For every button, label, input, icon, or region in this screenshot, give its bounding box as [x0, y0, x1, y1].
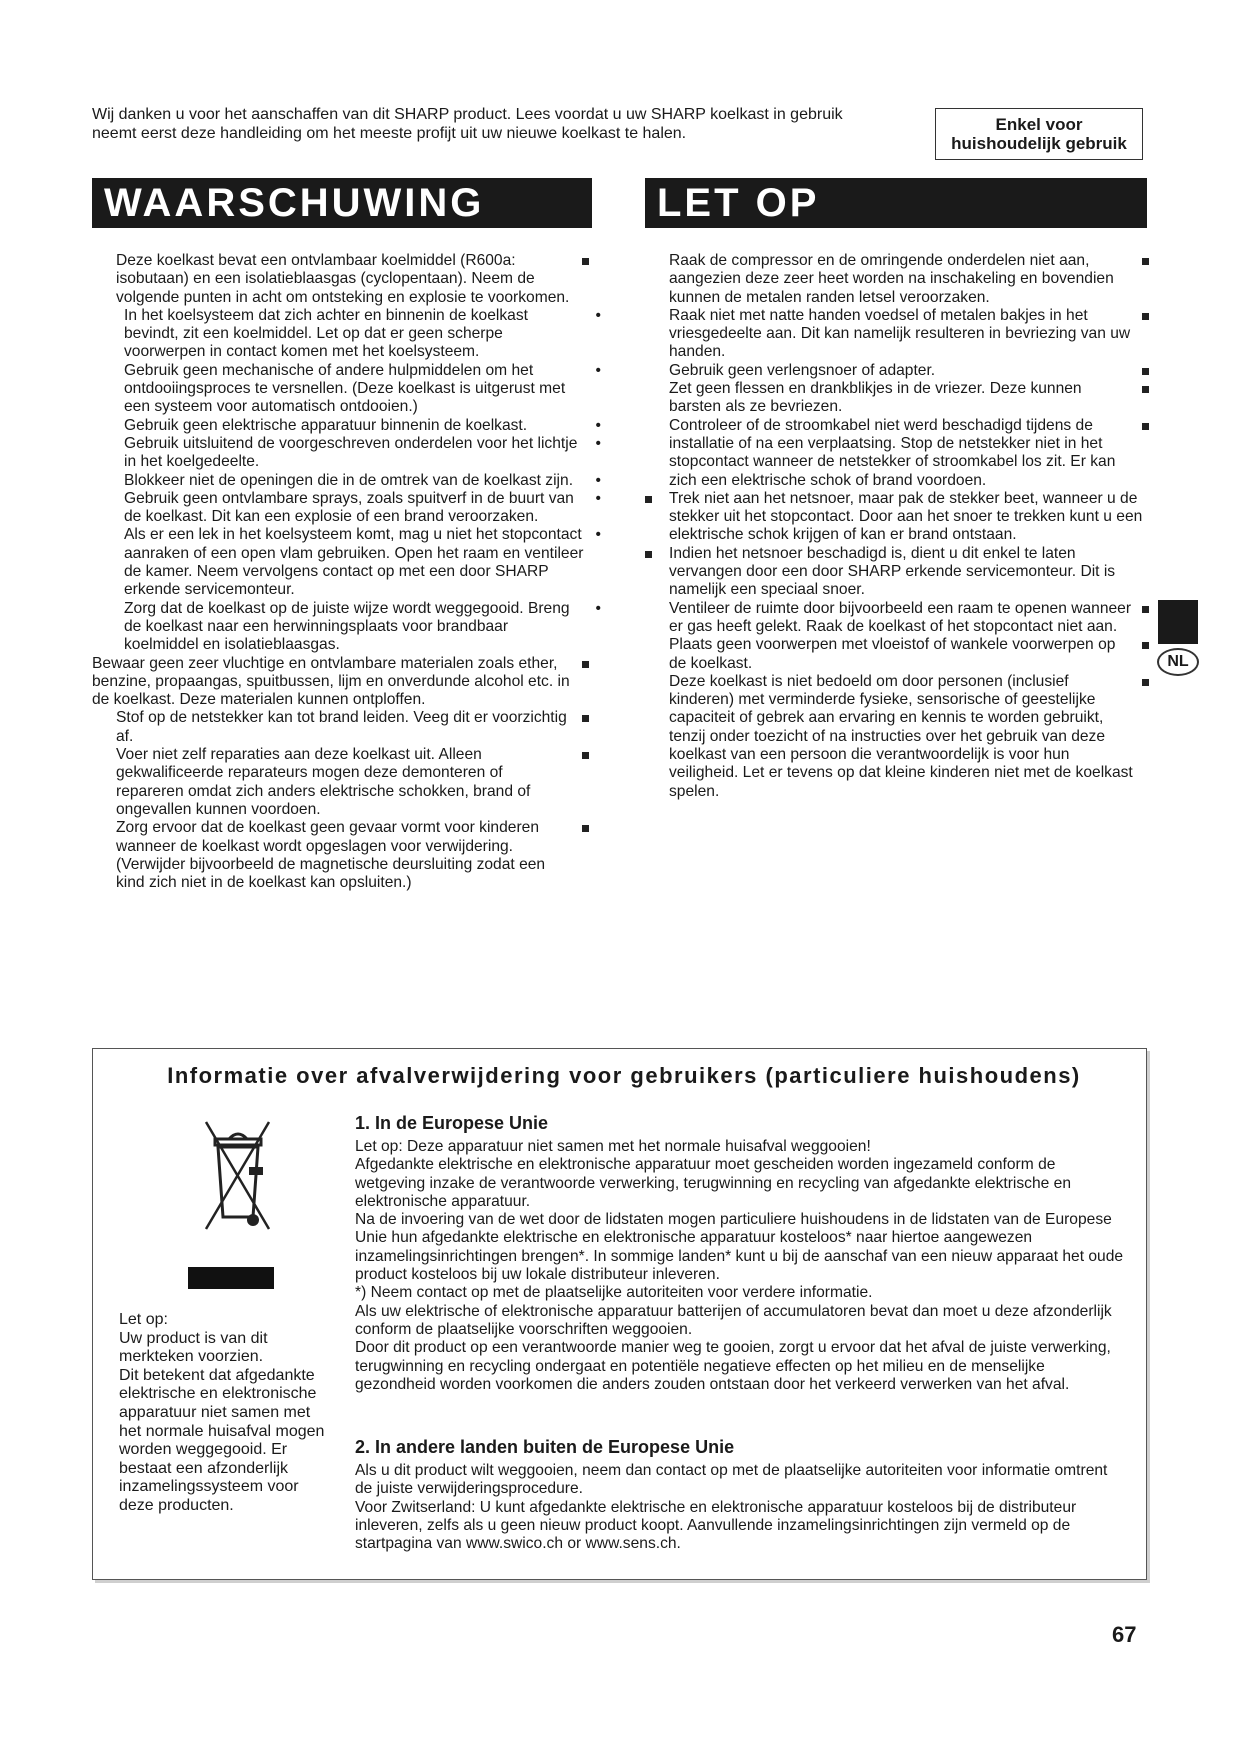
- caution-banner: LET OP: [645, 178, 1147, 228]
- warning-item: [68, 655, 607, 710]
- caution-item-text: Raak niet met natte handen voedsel of metalen bakjes in het vriesgedeelte aan. Dit kan namelijk resulteren in bevriezing van uw handen.: [669, 306, 1131, 361]
- caution-item: [645, 362, 1167, 380]
- caution-item: [645, 673, 1167, 801]
- warning-lead-item: [92, 252, 607, 307]
- caution-item: [645, 545, 1167, 600]
- warning-banner: WAARSCHUWING: [92, 178, 592, 228]
- warning-sub-item: [92, 600, 607, 655]
- caution-item-text: Plaats geen voorwerpen met vloeistof of wankele voorwerpen op de koelkast.: [669, 636, 1116, 672]
- dot-bullet-icon: •: [595, 361, 601, 379]
- warning-lead-text: Deze koelkast bevat een ontvlambaar koelmiddel (R600a: isobutaan) en een isolatieblaasgas (cyclopentaan). Neem de volgende punten in acht om ontsteking en explosie te voorkomen.: [116, 252, 570, 306]
- section-eu: [355, 1113, 1125, 1394]
- dot-bullet-icon: •: [595, 306, 601, 324]
- square-bullet-icon: [1142, 642, 1149, 649]
- caution-item-text: Controleer of de stroomkabel niet werd beschadigd tijdens de installatie of na een verplaatsing. Stop de netstekker niet in het stopcontact wanneer de netstekker of stroomkabel los zit. Er kan zich een elektrische schok of brand voordoen.: [669, 416, 1116, 489]
- square-bullet-icon: [645, 496, 652, 503]
- warning-sub-text: Als er een lek in het koelsysteem komt, mag u niet het stopcontact aanraken of een open vlam gebruiken. Open het raam en ventileer de kamer. Neem vervolgens contact op met een door SHARP erkende servicemonteur.: [124, 526, 584, 599]
- section-eu-title: 1. In de Europese Unie: [355, 1113, 549, 1133]
- warning-item-text: Stof op de netstekker kan tot brand leiden. Veeg dit er voorzichtig af.: [116, 709, 567, 745]
- warning-sub-item: [92, 490, 607, 527]
- dot-bullet-icon: •: [595, 526, 601, 544]
- square-bullet-icon: [1142, 313, 1149, 320]
- square-bullet-icon: [645, 551, 652, 558]
- solid-bar-marker: [188, 1267, 274, 1289]
- caution-item: [645, 417, 1167, 490]
- caution-item-text: Trek niet aan het netsnoer, maar pak de stekker beet, wanneer u de stekker uit het stopcontact. Door aan het snoer te trekken kunt u een elektrische schok krijgen of kan er brand ontstaan.: [669, 489, 1143, 544]
- warning-item: [92, 746, 607, 819]
- warning-item-text: Zorg ervoor dat de koelkast geen gevaar vormt voor kinderen wanneer de koelkast wordt opgeslagen voor verwijdering. (Verwijder bijvoorbeeld de magnetische deursluiting zodat een kind zich niet in de koelkast kan opsluiten.): [116, 819, 546, 892]
- usage-line-1: Enkel voor: [995, 115, 1083, 134]
- caution-item-text: Raak de compressor en de omringende onderdelen niet aan, aangezien deze zeer heet worden na inschakeling en bovendien kunnen de metalen randen letsel veroorzaken.: [669, 252, 1114, 306]
- intro-text: Wij danken u voor het aanschaffen van dit SHARP product. Lees voordat u uw SHARP koelkast in gebruik neemt eerst deze handleiding om het meeste profijt uit uw nieuwe koelkast te halen.: [92, 106, 843, 142]
- section-non-eu: [355, 1437, 1125, 1553]
- caution-column: [645, 252, 1167, 801]
- square-bullet-icon: [582, 661, 589, 668]
- warning-sub-item: [92, 362, 607, 417]
- dot-bullet-icon: •: [595, 434, 601, 452]
- square-bullet-icon: [1142, 258, 1149, 265]
- dot-bullet-icon: •: [595, 489, 601, 507]
- warning-item-text: Voer niet zelf reparaties aan deze koelkast uit. Alleen gekwalificeerde reparateurs mogen deze demonteren of repareren omdat zich anders elektrische schokken, brand of ongevallen kunnen voordoen.: [116, 746, 531, 818]
- usage-line-2: huishoudelijk gebruik: [951, 134, 1127, 153]
- square-bullet-icon: [582, 752, 589, 759]
- caution-item: [645, 380, 1167, 417]
- caution-item-text: Zet geen flessen en drankblikjes in de vriezer. Deze kunnen barsten als ze bevriezen.: [669, 380, 1082, 416]
- square-bullet-icon: [1142, 368, 1149, 375]
- warning-sub-text: Blokkeer niet de openingen die in de omtrek van de koelkast zijn.: [124, 471, 574, 489]
- dot-bullet-icon: •: [595, 599, 601, 617]
- square-bullet-icon: [1142, 423, 1149, 430]
- warning-sub-text: Gebruik geen elektrische apparatuur binnenin de koelkast.: [124, 416, 528, 434]
- disposal-info-title: Informatie over afvalverwijdering voor gebruikers (particuliere huishoudens): [167, 1063, 1081, 1088]
- household-use-box: [935, 108, 1143, 160]
- disposal-info-box: [92, 1048, 1147, 1580]
- caution-item: [645, 490, 1167, 545]
- warning-sub-text: Gebruik geen ontvlambare sprays, zoals spuitverf in de buurt van de koelkast. Dit kan een explosie of een brand veroorzaken.: [124, 489, 574, 526]
- caution-item: [645, 307, 1167, 362]
- square-bullet-icon: [582, 825, 589, 832]
- warning-sub-text: Gebruik uitsluitend de voorgeschreven onderdelen voor het lichtje in het koelgedeelte.: [124, 434, 578, 471]
- caution-item-text: Deze koelkast is niet bedoeld om door personen (inclusief kinderen) met verminderde fysieke, sensorische of geestelijke capaciteit of gebrek aan ervaring en kennis te worden gebruikt, tenzij onder toezicht of na instructies over het gebruik van deze koelkast van een persoon die verantwoordelijk is voor hun veiligheid. Let er tevens op dat kleine kinderen niet met de koelkast spelen.: [669, 672, 1133, 800]
- warning-item: [92, 709, 607, 746]
- section-non-eu-body: Als u dit product wilt weggooien, neem dan contact op met de plaatselijke autoriteiten voor informatie omtrent de juiste verwijderingsprocedure. Voor Zwitserland: U kunt afgedankte elektrische en elektronische apparatuur kosteloos bij de distributeur inleveren, zelfs als u geen nieuw product koopt. Aanvullende inzamelingsinrichtingen zijn vermeld op de startpagina van www.swico.ch or www.sens.ch.: [355, 1462, 1108, 1553]
- disposal-note: Let op: Uw product is van dit merkteken voorzien. Dit betekent dat afgedankte elektrische en elektronische apparatuur niet samen met het normale huisafval mogen worden weggegooid. Er bestaat een afzonderlijk inzamelingssysteem voor deze producten.: [119, 1311, 325, 1514]
- warning-sub-item: [92, 435, 607, 472]
- warning-column: [92, 252, 607, 892]
- page-number: 67: [1112, 1622, 1137, 1647]
- language-tab-marker: [1158, 600, 1198, 644]
- section-eu-body: Let op: Deze apparatuur niet samen met het normale huisafval weggooien! Afgedankte elektrische en elektronische apparatuur moet gescheiden worden ingezameld conform de wetgeving inzake de verantwoorde verwerking, terugwinning en recycling van afgedankte elektrische en elektronische apparatuur. Na de invoering van de wet door de lidstaten mogen particuliere huishoudens in de lidstaten van de Europese Unie hun afgedankte elektrische en elektronische apparatuur kosteloos* naar hiertoe aangewezen inzamelingsinrichtingen brengen*. In sommige landen* kunt u bij de aanschaf van een nieuw apparaat het oude product kosteloos bij uw lokale distributeur inleveren. *) Neem contact op met de plaatselijke autoriteiten voor verdere informatie. Als uw elektrische of elektronische apparatuur batterijen of accumulatoren bevat dan moet u deze afzonderlijk conform de plaatselijke voorschriften weggooien. Door dit product op een verantwoorde manier weg te gooien, zorgt u ervoor dat het afval de juiste verwerking, terugwinning en recycling ondergaat en potentiële negatieve effecten op het milieu en de menselijke gezondheid worden voorkomen die anders zouden ontstaan door het verkeerd verwerken van het afval.: [355, 1138, 1124, 1393]
- square-bullet-icon: [1142, 679, 1149, 686]
- warning-item: [92, 819, 607, 892]
- caution-item-text: Ventileer de ruimte door bijvoorbeeld een raam te openen wanneer er gas heeft gelekt. Raak de koelkast of het stopcontact niet aan.: [669, 599, 1132, 635]
- dot-bullet-icon: •: [595, 416, 601, 434]
- warning-sub-item: [92, 417, 607, 435]
- caution-item-text: Gebruik geen verlengsnoer of adapter.: [669, 361, 936, 379]
- square-bullet-icon: [582, 258, 589, 265]
- warning-sub-item: [92, 307, 607, 362]
- square-bullet-icon: [582, 715, 589, 722]
- warning-sub-item: [92, 472, 607, 490]
- square-bullet-icon: [1142, 386, 1149, 393]
- warning-sub-text: In het koelsysteem dat zich achter en binnenin de koelkast bevindt, zit een koelmiddel. Let op dat er geen scherpe voorwerpen in contact komen met het koelsysteem.: [124, 306, 528, 361]
- caution-item: [645, 600, 1167, 637]
- warning-sub-text: Zorg dat de koelkast op de juiste wijze wordt weggegooid. Breng de koelkast naar een herwinningsplaats voor brandbaar koelmiddel en isolatieblaasgas.: [124, 599, 570, 654]
- warning-sub-text: Gebruik geen mechanische of andere hulpmiddelen om het ontdooiingsproces te versnellen. (Deze koelkast is uitgerust met een systeem voor automatisch ontdooien.): [124, 361, 566, 416]
- language-badge: NL: [1157, 648, 1199, 676]
- warning-sub-item: [92, 526, 607, 599]
- crossed-wheelie-bin-icon: [161, 1117, 311, 1237]
- caution-item: [645, 252, 1167, 307]
- dot-bullet-icon: •: [595, 471, 601, 489]
- caution-item: [645, 636, 1167, 673]
- caution-item-text: Indien het netsnoer beschadigd is, dient u dit enkel te laten vervangen door een door SHARP erkende servicemonteur. Dit is namelijk een speciaal snoer.: [669, 544, 1116, 599]
- warning-item-text: Bewaar geen zeer vluchtige en ontvlambare materialen zoals ether, benzine, propaangas, spuitbussen, lijm en onverdunde alcohol etc. in de koelkast. Deze materialen kunnen ontploffen.: [92, 654, 570, 709]
- square-bullet-icon: [1142, 606, 1149, 613]
- section-non-eu-title: 2. In andere landen buiten de Europese Unie: [355, 1437, 735, 1457]
